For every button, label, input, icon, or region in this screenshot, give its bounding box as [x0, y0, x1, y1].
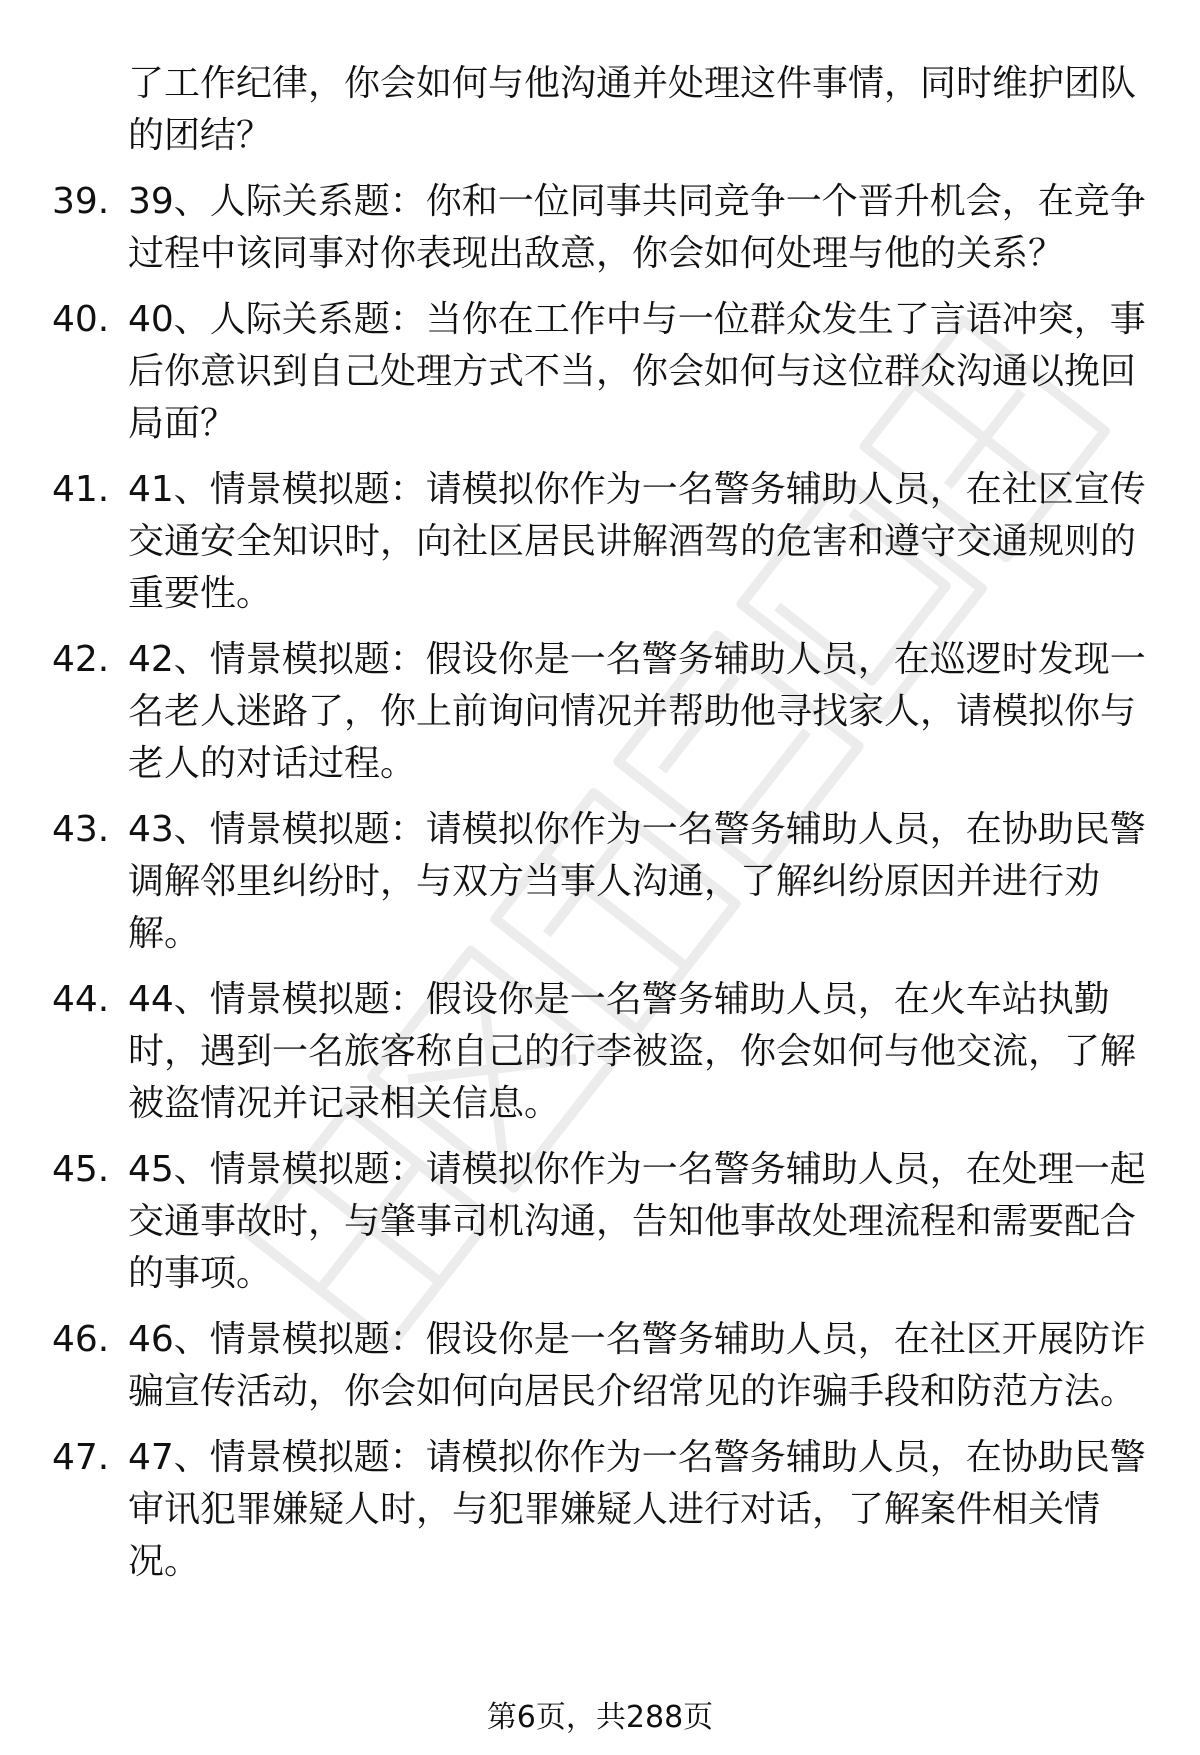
question-number: 39.: [52, 181, 110, 222]
question-number: 42.: [52, 639, 110, 680]
question-text: 40、人际关系题：当你在工作中与一位群众发生了言语冲突，事后你意识到自己处理方式不当，你会如何与这位群众沟通以挽回局面？: [128, 299, 1146, 444]
question-number: 44.: [52, 979, 110, 1020]
question-text: 43、情景模拟题：请模拟你作为一名警务辅助人员，在协助民警调解邻里纠纷时，与双方当事人沟通，了解纠纷原因并进行劝解。: [128, 809, 1146, 954]
question-text: 39、人际关系题：你和一位同事共同竞争一个晋升机会，在竞争过程中该同事对你表现出敌意，你会如何处理与他的关系？: [128, 181, 1146, 274]
question-text: 41、情景模拟题：请模拟你作为一名警务辅助人员，在社区宣传交通安全知识时，向社区居民讲解酒驾的危害和遵守交通规则的重要性。: [128, 469, 1146, 614]
question-text: 45、情景模拟题：请模拟你作为一名警务辅助人员，在处理一起交通事故时，与肇事司机沟通，告知他事故处理流程和需要配合的事项。: [128, 1149, 1146, 1294]
question-text: 46、情景模拟题：假设你是一名警务辅助人员，在社区开展防诈骗宣传活动，你会如何向居民介绍常见的诈骗手段和防范方法。: [128, 1319, 1146, 1412]
question-text: 42、情景模拟题：假设你是一名警务辅助人员，在巡逻时发现一名老人迷路了，你上前询问情况并帮助他寻找家人，请模拟你与老人的对话过程。: [128, 639, 1146, 784]
question-number: 45.: [52, 1149, 110, 1190]
question-continuation-text: 了工作纪律，你会如何与他沟通并处理这件事情，同时维护团队的团结？: [128, 63, 1137, 156]
question-number: 43.: [52, 809, 110, 850]
page-footer: 第6页，共288页: [486, 1700, 714, 1735]
question-number: 40.: [52, 299, 110, 340]
question-text: 47、情景模拟题：请模拟你作为一名警务辅助人员，在协助民警审讯犯罪嫌疑人时，与犯罪嫌疑人进行对话，了解案件相关情况。: [128, 1437, 1146, 1582]
question-number: 47.: [52, 1437, 110, 1478]
question-text: 44、情景模拟题：假设你是一名警务辅助人员，在火车站执勤时，遇到一名旅客称自己的行李被盗，你会如何与他交流，了解被盗情况并记录相关信息。: [128, 979, 1137, 1124]
question-number: 46.: [52, 1319, 110, 1360]
question-number: 41.: [52, 469, 110, 510]
